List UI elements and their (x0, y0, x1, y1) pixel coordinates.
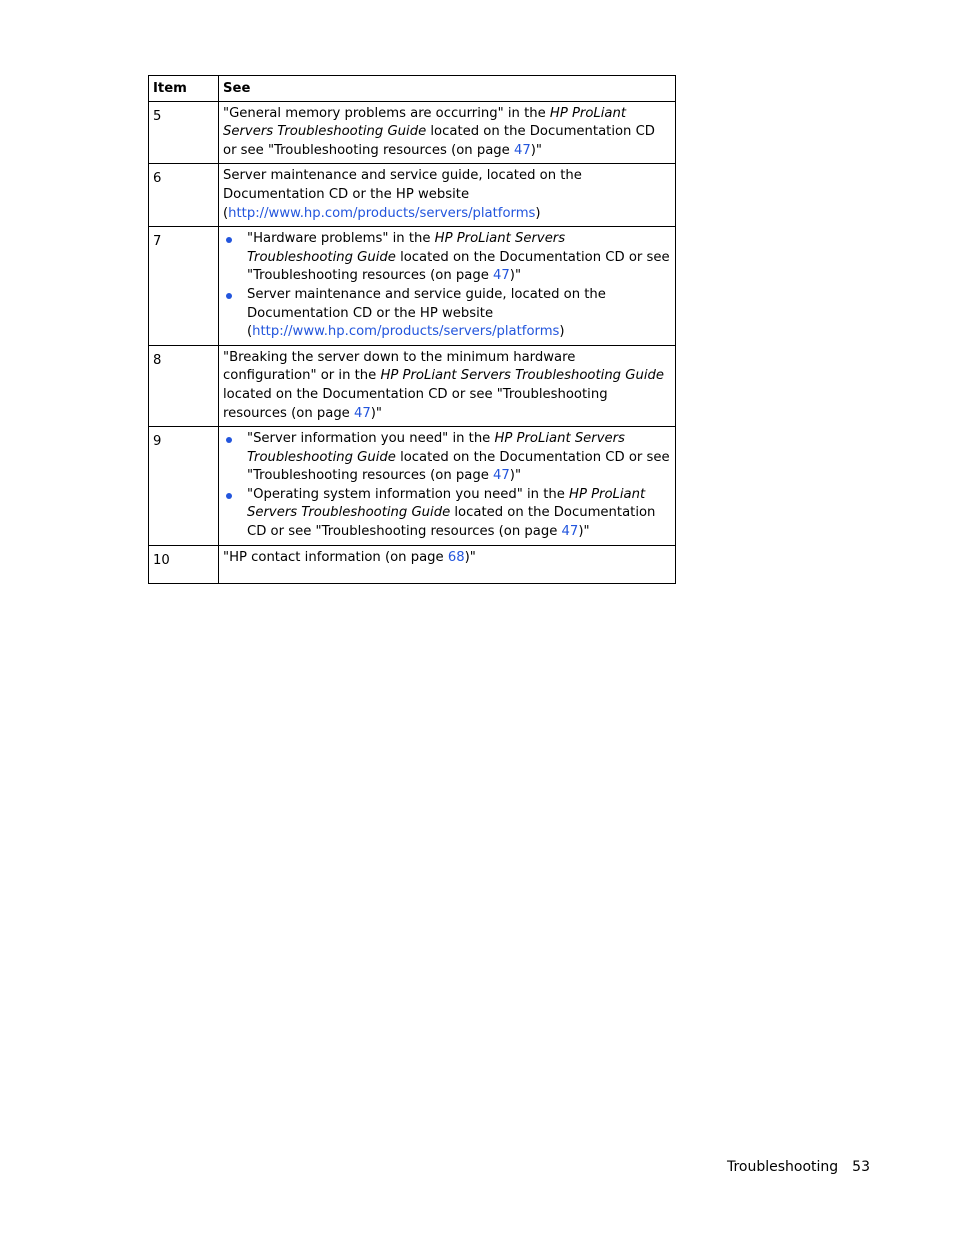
table-row (149, 427, 676, 546)
reference-text: located on the Documentation CD or see "Troubleshooting resources (on page (223, 386, 608, 421)
reference-text: ) (535, 205, 541, 221)
reference-text: )" (509, 468, 522, 484)
item-number: 9 (149, 427, 219, 546)
reference-text: )" (509, 268, 522, 284)
item-number: 7 (149, 227, 219, 346)
page-footer (727, 1158, 870, 1176)
reference-text: ) (559, 324, 565, 340)
see-reference (219, 227, 676, 346)
reference-table (148, 75, 676, 584)
item-number: 5 (149, 101, 219, 164)
table-row (149, 345, 676, 426)
see-reference (219, 164, 676, 227)
bullet-icon (226, 237, 232, 243)
guide-title: HP ProLiant Servers Troubleshooting Guide (223, 105, 627, 140)
reference-link[interactable]: http://www.hp.com/products/servers/platforms (228, 205, 536, 221)
table-row (149, 101, 676, 164)
reference-text: "Operating system information you need" in the (247, 486, 570, 502)
table-row (149, 164, 676, 227)
footer-page-number: 53 (852, 1159, 870, 1175)
reference-text: "Server information you need" in the (247, 431, 495, 447)
bullet-icon (226, 437, 232, 443)
reference-text: )" (578, 524, 590, 540)
reference-text: "HP contact information (on page (223, 549, 448, 565)
reference-link[interactable]: 47 (561, 524, 579, 540)
item-number: 8 (149, 345, 219, 426)
guide-title: HP ProLiant Servers Troubleshooting Guide (247, 431, 625, 465)
reference-text: )" (530, 142, 542, 158)
reference-text: Server maintenance and service guide, located on the Documentation CD or the HP website ( (223, 168, 582, 221)
see-reference (219, 427, 676, 546)
reference-link[interactable]: 47 (493, 468, 510, 484)
reference-link[interactable]: 47 (354, 405, 371, 421)
guide-title: HP ProLiant Servers Troubleshooting Guide (380, 368, 664, 384)
reference-text: )" (464, 549, 476, 565)
bullet-icon (226, 293, 232, 299)
reference-text: "General memory problems are occurring" in the (223, 105, 550, 121)
reference-text: "Breaking the server down to the minimum hardware configuration" or in the (223, 349, 576, 384)
reference-text: "Hardware problems" in the (247, 231, 435, 247)
see-reference (219, 545, 676, 583)
reference-link[interactable]: 47 (513, 142, 531, 158)
table-row (149, 227, 676, 346)
see-reference (219, 101, 676, 164)
reference-text: Server maintenance and service guide, located on the Documentation CD or the HP website ( (247, 286, 606, 340)
table-body (149, 101, 676, 583)
footer-section-title: Troubleshooting (726, 1159, 839, 1175)
reference-link[interactable]: http://www.hp.com/products/servers/platforms (252, 324, 560, 340)
reference-text: located on the Documentation CD or see "Troubleshooting resources (on page (247, 249, 670, 284)
reference-text: located on the Documentation CD or see "Troubleshooting resources (on page (223, 124, 655, 158)
bullet-list (223, 230, 671, 342)
header-see: See (219, 76, 676, 102)
see-reference (219, 345, 676, 426)
bullet-icon (226, 493, 232, 499)
reference-text: located on the Documentation CD or see "Troubleshooting resources (on page (247, 449, 670, 484)
list-item (223, 430, 671, 486)
reference-link[interactable]: 68 (447, 549, 465, 565)
table-row (149, 545, 676, 583)
reference-text: located on the Documentation CD or see "Troubleshooting resources (on page (247, 505, 656, 540)
reference-link[interactable]: 47 (493, 268, 510, 284)
item-number: 10 (149, 545, 219, 583)
list-item (223, 230, 671, 286)
table-header-row (149, 76, 676, 102)
list-item (223, 486, 671, 542)
guide-title: HP ProLiant Servers Troubleshooting Guide (247, 231, 566, 265)
guide-title: HP ProLiant Servers Troubleshooting Guide (247, 486, 646, 521)
list-item (223, 286, 671, 342)
bullet-list (223, 430, 671, 542)
item-number: 6 (149, 164, 219, 227)
reference-text: )" (370, 405, 382, 421)
header-item: Item (149, 76, 219, 102)
